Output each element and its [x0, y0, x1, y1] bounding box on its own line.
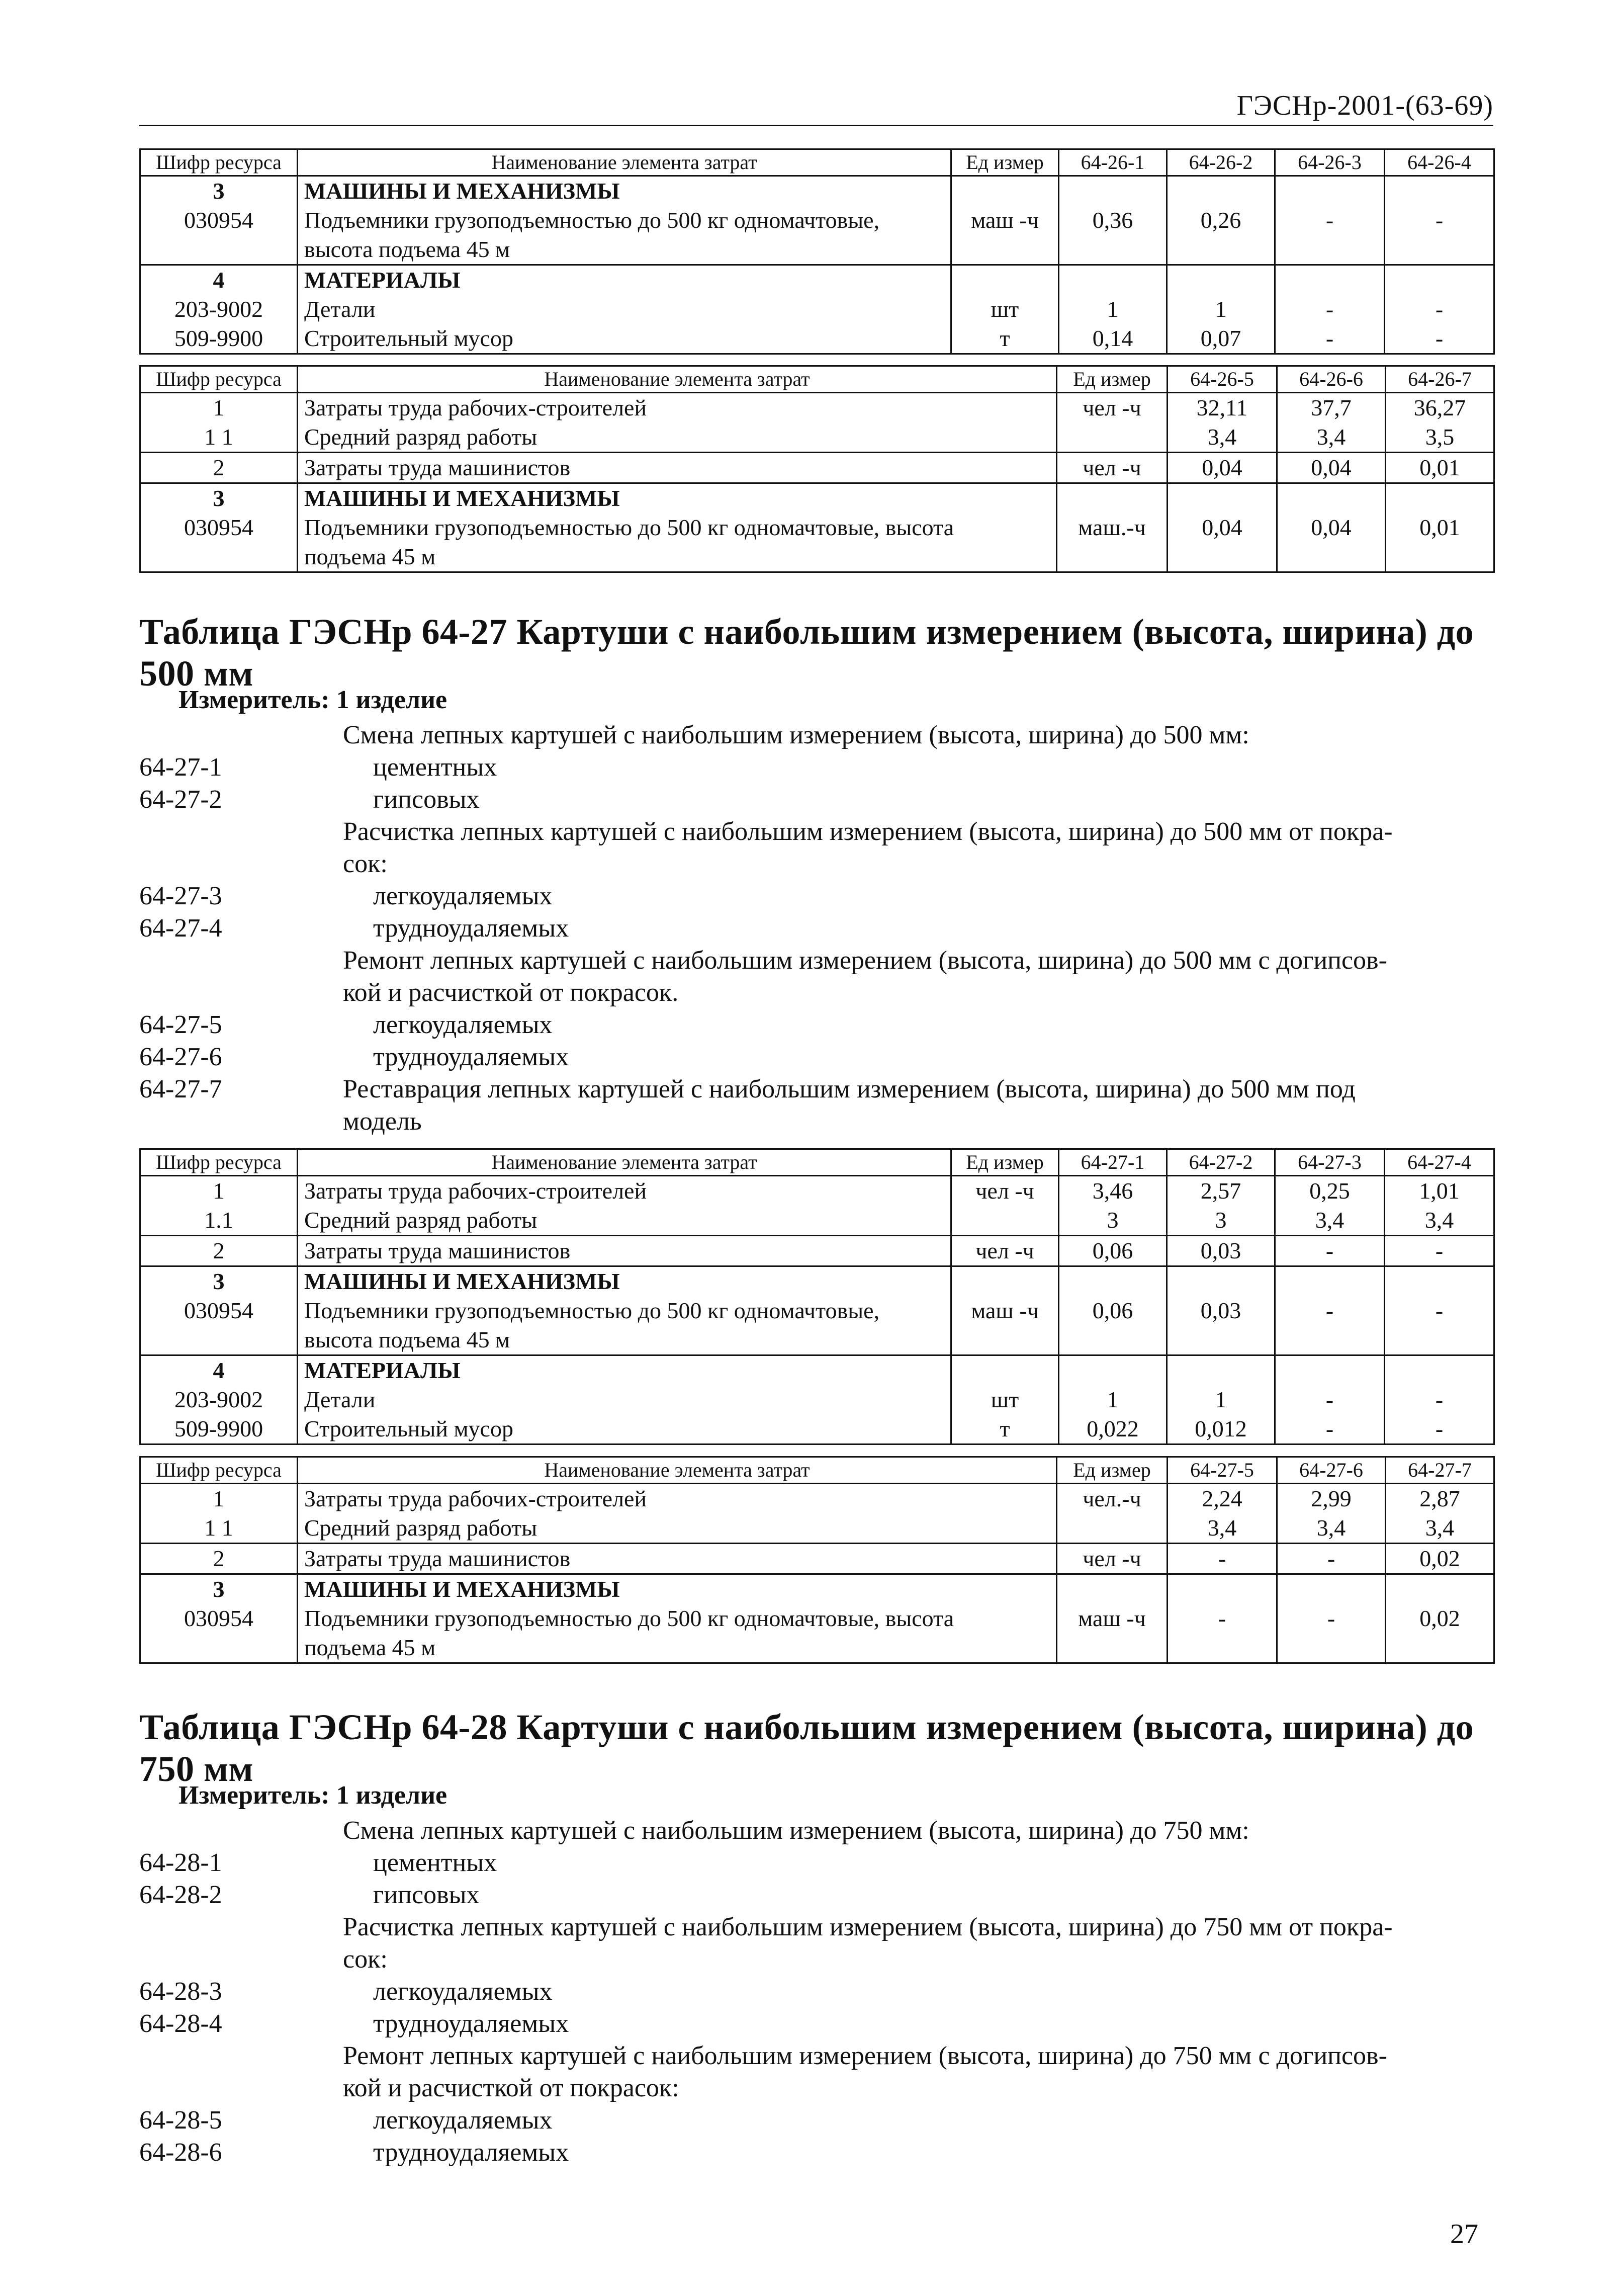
column-header: 64-26-7 [1386, 366, 1494, 393]
column-header: Наименование элемента затрат [298, 149, 951, 176]
work-item [139, 1847, 1493, 1879]
work-code: 64-27-3 [139, 882, 222, 910]
work-item [139, 2104, 1493, 2137]
work-code [139, 1943, 343, 1976]
resource-code: 1 [140, 393, 298, 423]
value-cell: - [1385, 1414, 1494, 1444]
value-cell: 3 [1167, 1206, 1275, 1236]
work-code: 64-28-6 [139, 2138, 222, 2167]
resource-code: 509-9900 [140, 324, 298, 354]
work-item [139, 2040, 1493, 2072]
work-item [139, 751, 1493, 784]
value-cell: 0,02 [1386, 1604, 1494, 1633]
column-header: 64-27-2 [1167, 1149, 1275, 1176]
value-cell: 0,02 [1386, 1544, 1494, 1574]
unit-cell: шт [951, 1385, 1059, 1414]
cost-item-name: Средний разряд работы [298, 1513, 1057, 1544]
resource-code: 2 [140, 1544, 298, 1574]
value-cell: 1 [1167, 1385, 1275, 1414]
resource-code: 3 [140, 1574, 298, 1604]
column-header: 64-27-3 [1275, 1149, 1385, 1176]
measure-value: 1 изделие [336, 1781, 447, 1810]
unit-cell: маш -ч [1057, 1604, 1168, 1633]
work-list-64-27 [139, 719, 1493, 1138]
table-row [140, 513, 1494, 542]
table-row [140, 324, 1494, 354]
column-header: 64-27-5 [1168, 1457, 1277, 1484]
work-item [139, 2137, 1493, 2169]
table-row [140, 176, 1494, 206]
measure-line [178, 685, 447, 715]
table-row [140, 1176, 1494, 1206]
measure-value: 1 изделие [336, 686, 447, 714]
value-cell: - [1275, 1296, 1385, 1325]
work-code [139, 1911, 343, 1943]
table-header-row [140, 1457, 1494, 1484]
cost-item-name: Средний разряд работы [298, 422, 1057, 453]
table-row [140, 483, 1494, 514]
work-description: Реставрация лепных картушей с наибольшим измерением (высота, ширина) до 500 мм под [343, 1075, 1356, 1103]
column-header: 64-26-5 [1168, 366, 1277, 393]
value-cell: 0,04 [1277, 513, 1386, 542]
table-row [140, 1574, 1494, 1604]
work-description: Ремонт лепных картушей с наибольшим измерением (высота, ширина) до 750 мм с догипсов- [343, 2042, 1387, 2070]
work-description: кой и расчисткой от покрасок. [343, 978, 679, 1007]
work-description: цементных [373, 753, 497, 782]
work-item [139, 1879, 1493, 1911]
work-code: 64-27-4 [139, 914, 222, 943]
work-description: Смена лепных картушей с наибольшим измерением (высота, ширина) до 750 мм: [343, 1816, 1249, 1845]
resource-code: 1 [140, 1484, 298, 1514]
table-row [140, 1266, 1494, 1297]
column-header: Шифр ресурса [140, 149, 298, 176]
table-header-row [140, 149, 1494, 176]
table-row [140, 542, 1494, 572]
group-title: МАТЕРИАЛЫ [298, 1355, 951, 1386]
value-cell: 0,03 [1167, 1296, 1275, 1325]
value-cell: 2,24 [1168, 1484, 1277, 1514]
table-row [140, 1604, 1494, 1633]
column-header: 64-26-1 [1059, 149, 1167, 176]
work-list-64-28 [139, 1815, 1493, 2169]
column-header: Ед измер [951, 149, 1059, 176]
value-cell: 3,4 [1385, 1206, 1494, 1236]
resource-code: 3 [140, 176, 298, 206]
value-cell: - [1275, 295, 1385, 324]
group-title: МАШИНЫ И МЕХАНИЗМЫ [298, 1574, 1057, 1604]
work-description: трудноудаляемых [373, 2138, 569, 2167]
cost-item-name: Затраты труда машинистов [298, 1236, 951, 1266]
column-header: 64-27-6 [1277, 1457, 1386, 1484]
value-cell: - [1275, 1236, 1385, 1266]
resource-code: 203-9002 [140, 1385, 298, 1414]
value-cell: - [1385, 1385, 1494, 1414]
work-item [139, 816, 1493, 848]
measure-label: Измеритель: [178, 686, 330, 714]
table-row [140, 1414, 1494, 1444]
resource-code: 030954 [140, 513, 298, 542]
cost-table-64-26-a [139, 148, 1495, 355]
cost-item-name: Подъемники грузоподъемностью до 500 кг одномачтовые, высота [298, 1604, 1057, 1633]
work-description: цементных [373, 1848, 497, 1877]
value-cell: - [1385, 206, 1494, 235]
resource-code: 4 [140, 1355, 298, 1386]
work-item [139, 1943, 1493, 1976]
page-header [139, 90, 1493, 126]
unit-cell: чел -ч [951, 1236, 1059, 1266]
work-code: 64-28-5 [139, 2106, 222, 2135]
table-row [140, 422, 1494, 453]
resource-code: 1 1 [140, 422, 298, 453]
value-cell: 1 [1167, 295, 1275, 324]
unit-cell: чел -ч [1057, 393, 1168, 423]
value-cell: 3,4 [1275, 1206, 1385, 1236]
resource-code: 1 1 [140, 1513, 298, 1544]
work-description: легкоудаляемых [373, 882, 553, 910]
work-description: гипсовых [373, 785, 480, 814]
group-title: МАШИНЫ И МЕХАНИЗМЫ [298, 483, 1057, 514]
cost-item-name: Затраты труда рабочих-строителей [298, 1176, 951, 1206]
unit-cell: чел -ч [1057, 453, 1168, 483]
work-item [139, 1009, 1493, 1041]
work-item [139, 1976, 1493, 2008]
cost-table-64-27-a [139, 1148, 1495, 1445]
value-cell: 3,4 [1277, 1513, 1386, 1544]
work-item [139, 880, 1493, 912]
column-header: Наименование элемента затрат [298, 1149, 951, 1176]
table-row [140, 1633, 1494, 1663]
value-cell: 3 [1059, 1206, 1167, 1236]
work-description: сок: [343, 1945, 388, 1974]
column-header: 64-27-1 [1059, 1149, 1167, 1176]
value-cell: 1 [1059, 295, 1167, 324]
table-row [140, 206, 1494, 235]
work-description: трудноудаляемых [373, 1043, 569, 1071]
table-row [140, 1385, 1494, 1414]
cost-item-name: Детали [298, 1385, 951, 1414]
cost-item-name: Подъемники грузоподъемностью до 500 кг одномачтовые, [298, 206, 951, 235]
work-description: сок: [343, 849, 388, 878]
work-code [139, 945, 343, 977]
resource-code: 2 [140, 1236, 298, 1266]
value-cell: 2,57 [1167, 1176, 1275, 1206]
value-cell: 3,4 [1168, 1513, 1277, 1544]
unit-cell: шт [951, 295, 1059, 324]
column-header: Шифр ресурса [140, 366, 298, 393]
cost-item-name: высота подъема 45 м [298, 1325, 951, 1355]
cost-item-name: высота подъема 45 м [298, 235, 951, 265]
value-cell: 3,46 [1059, 1176, 1167, 1206]
value-cell: 0,012 [1167, 1414, 1275, 1444]
value-cell: 3,4 [1277, 422, 1386, 453]
table-row [140, 1206, 1494, 1236]
work-code: 64-28-4 [139, 2009, 222, 2038]
table-row [140, 295, 1494, 324]
unit-cell: т [951, 324, 1059, 354]
column-header: Шифр ресурса [140, 1149, 298, 1176]
work-description: Расчистка лепных картушей с наибольшим измерением (высота, ширина) до 500 мм от покра- [343, 817, 1393, 846]
measure-line [178, 1780, 447, 1810]
table-row [140, 1296, 1494, 1325]
column-header: 64-26-4 [1385, 149, 1494, 176]
resource-code: 030954 [140, 1604, 298, 1633]
value-cell: 0,01 [1386, 513, 1494, 542]
value-cell: 0,14 [1059, 324, 1167, 354]
work-item [139, 1073, 1493, 1106]
value-cell: 32,11 [1168, 393, 1277, 423]
value-cell: 0,03 [1167, 1236, 1275, 1266]
group-title: МАТЕРИАЛЫ [298, 265, 951, 295]
work-item [139, 977, 1493, 1009]
work-code: 64-27-2 [139, 785, 222, 814]
cost-item-name: Подъемники грузоподъемностью до 500 кг одномачтовые, высота [298, 513, 1057, 542]
resource-code: 203-9002 [140, 295, 298, 324]
work-code [139, 816, 343, 848]
work-description: гипсовых [373, 1881, 480, 1909]
column-header: 64-27-4 [1385, 1149, 1494, 1176]
work-item [139, 2008, 1493, 2040]
work-code: 64-28-2 [139, 1881, 222, 1909]
unit-cell: маш -ч [951, 1296, 1059, 1325]
work-item [139, 719, 1493, 751]
resource-code: 030954 [140, 206, 298, 235]
table-row [140, 1513, 1494, 1544]
column-header: Шифр ресурса [140, 1457, 298, 1484]
value-cell: - [1275, 324, 1385, 354]
resource-code: 4 [140, 265, 298, 295]
value-cell: 0,06 [1059, 1296, 1167, 1325]
table-row [140, 1325, 1494, 1355]
value-cell: 0,26 [1167, 206, 1275, 235]
value-cell: 3,4 [1386, 1513, 1494, 1544]
work-description: легкоудаляемых [373, 1010, 553, 1039]
value-cell: 0,07 [1167, 324, 1275, 354]
section-title-64-28: Таблица ГЭСНр 64-28 Картуши с наибольшим измерением (высота, ширина) до 750 мм [139, 1707, 1474, 1789]
value-cell: 0,022 [1059, 1414, 1167, 1444]
work-code: 64-27-5 [139, 1010, 222, 1039]
value-cell: 0,01 [1386, 453, 1494, 483]
value-cell: 37,7 [1277, 393, 1386, 423]
column-header: 64-26-6 [1277, 366, 1386, 393]
unit-cell: маш -ч [951, 206, 1059, 235]
page-number: 27 [1450, 2219, 1478, 2250]
work-item [139, 1815, 1493, 1847]
value-cell: - [1275, 206, 1385, 235]
resource-code: 2 [140, 453, 298, 483]
table-header-row [140, 1149, 1494, 1176]
cost-item-name: Затраты труда рабочих-строителей [298, 393, 1057, 423]
group-title: МАШИНЫ И МЕХАНИЗМЫ [298, 1266, 951, 1297]
work-code: 64-28-1 [139, 1848, 222, 1877]
column-header: Наименование элемента затрат [298, 1457, 1057, 1484]
work-code [139, 977, 343, 1009]
cost-item-name: Затраты труда рабочих-строителей [298, 1484, 1057, 1514]
value-cell: 3,5 [1386, 422, 1494, 453]
table-row [140, 1544, 1494, 1574]
work-item [139, 2072, 1493, 2104]
value-cell: - [1385, 295, 1494, 324]
work-description: легкоудаляемых [373, 2106, 553, 2135]
value-cell: - [1385, 324, 1494, 354]
table-row [140, 1355, 1494, 1386]
table-row [140, 393, 1494, 423]
unit-cell: чел -ч [1057, 1544, 1168, 1574]
value-cell: - [1275, 1385, 1385, 1414]
value-cell: 2,99 [1277, 1484, 1386, 1514]
value-cell: - [1385, 1236, 1494, 1266]
work-description: Смена лепных картушей с наибольшим измерением (высота, ширина) до 500 мм: [343, 721, 1249, 749]
work-item [139, 1106, 1493, 1138]
cost-table-64-26-b [139, 365, 1495, 573]
table-row [140, 1484, 1494, 1514]
value-cell: 0,36 [1059, 206, 1167, 235]
work-code [139, 2072, 343, 2104]
column-header: Наименование элемента затрат [298, 366, 1057, 393]
value-cell: - [1277, 1544, 1386, 1574]
unit-cell: маш.-ч [1057, 513, 1168, 542]
work-description: трудноудаляемых [373, 2009, 569, 2038]
value-cell: - [1275, 1414, 1385, 1444]
measure-label: Измеритель: [178, 1781, 330, 1810]
table-header-row [140, 366, 1494, 393]
work-code [139, 848, 343, 880]
resource-code: 509-9900 [140, 1414, 298, 1444]
column-header: 64-27-7 [1386, 1457, 1494, 1484]
work-description: трудноудаляемых [373, 914, 569, 943]
value-cell: 1 [1059, 1385, 1167, 1414]
work-item [139, 1041, 1493, 1073]
column-header: Ед измер [1057, 1457, 1168, 1484]
value-cell: - [1168, 1544, 1277, 1574]
unit-cell: чел.-ч [1057, 1484, 1168, 1514]
column-header: Ед измер [951, 1149, 1059, 1176]
value-cell: 1,01 [1385, 1176, 1494, 1206]
cost-item-name: Затраты труда машинистов [298, 453, 1057, 483]
value-cell: 3,4 [1168, 422, 1277, 453]
work-item [139, 912, 1493, 945]
cost-item-name: Строительный мусор [298, 324, 951, 354]
column-header: Ед измер [1057, 366, 1168, 393]
section-title-64-27: Таблица ГЭСНр 64-27 Картуши с наибольшим измерением (высота, ширина) до 500 мм [139, 612, 1474, 694]
work-code: 64-27-1 [139, 753, 222, 782]
column-header: 64-26-2 [1167, 149, 1275, 176]
resource-code: 030954 [140, 1296, 298, 1325]
work-description: кой и расчисткой от покрасок: [343, 2074, 679, 2102]
value-cell: 0,04 [1168, 513, 1277, 542]
value-cell: 36,27 [1386, 393, 1494, 423]
work-code [139, 1106, 343, 1138]
work-code: 64-27-7 [139, 1075, 222, 1103]
unit-cell: т [951, 1414, 1059, 1444]
document-code: ГЭСНр-2001-(63-69) [1236, 90, 1493, 121]
work-item [139, 848, 1493, 880]
resource-code: 1.1 [140, 1206, 298, 1236]
cost-item-name: Подъемники грузоподъемностью до 500 кг одномачтовые, [298, 1296, 951, 1325]
work-description: Ремонт лепных картушей с наибольшим измерением (высота, ширина) до 500 мм с догипсов- [343, 946, 1387, 975]
cost-table-64-27-b [139, 1456, 1495, 1664]
work-description: модель [343, 1107, 422, 1136]
work-code [139, 2040, 343, 2072]
group-title: МАШИНЫ И МЕХАНИЗМЫ [298, 176, 951, 206]
table-row [140, 235, 1494, 265]
value-cell: - [1168, 1604, 1277, 1633]
work-item [139, 1911, 1493, 1943]
cost-item-name: Детали [298, 295, 951, 324]
table-row [140, 453, 1494, 483]
resource-code: 3 [140, 483, 298, 514]
cost-item-name: Строительный мусор [298, 1414, 951, 1444]
work-code [139, 1815, 343, 1847]
table-row [140, 1236, 1494, 1266]
value-cell: 0,04 [1277, 453, 1386, 483]
work-code: 64-27-6 [139, 1043, 222, 1071]
work-item [139, 784, 1493, 816]
work-description: Расчистка лепных картушей с наибольшим измерением (высота, ширина) до 750 мм от покра- [343, 1913, 1393, 1941]
table-row [140, 265, 1494, 295]
value-cell: - [1277, 1604, 1386, 1633]
resource-code: 1 [140, 1176, 298, 1206]
resource-code: 3 [140, 1266, 298, 1297]
value-cell: - [1385, 1296, 1494, 1325]
work-item [139, 945, 1493, 977]
value-cell: 0,25 [1275, 1176, 1385, 1206]
unit-cell: чел -ч [951, 1176, 1059, 1206]
value-cell: 2,87 [1386, 1484, 1494, 1514]
column-header: 64-26-3 [1275, 149, 1385, 176]
value-cell: 0,04 [1168, 453, 1277, 483]
value-cell: 0,06 [1059, 1236, 1167, 1266]
cost-item-name: Затраты труда машинистов [298, 1544, 1057, 1574]
work-description: легкоудаляемых [373, 1977, 553, 2006]
work-code: 64-28-3 [139, 1977, 222, 2006]
cost-item-name: подъема 45 м [298, 542, 1057, 572]
cost-item-name: подъема 45 м [298, 1633, 1057, 1663]
work-code [139, 719, 343, 751]
cost-item-name: Средний разряд работы [298, 1206, 951, 1236]
